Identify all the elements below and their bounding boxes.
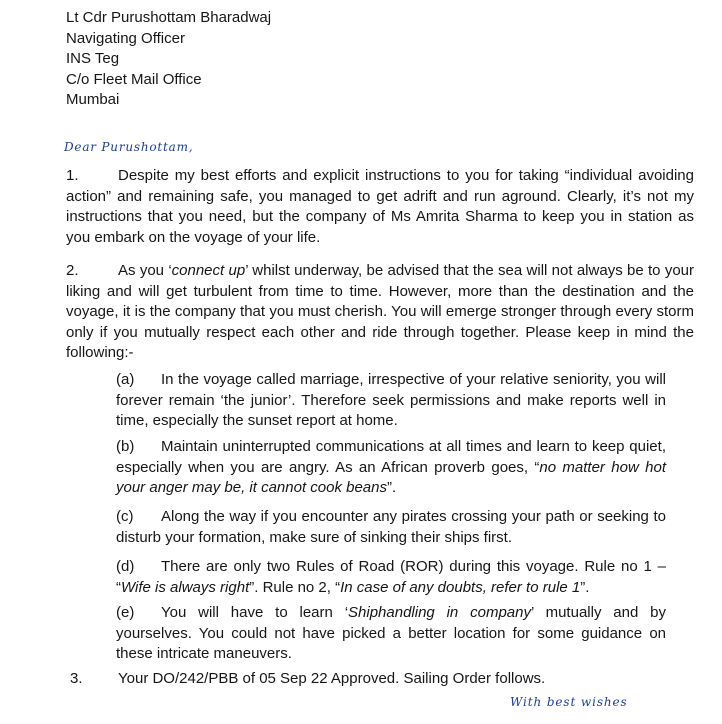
handwritten-closing: With best wishes <box>510 695 628 709</box>
paragraph-2 <box>66 261 694 364</box>
subpoint-text: In the voyage called marriage, irrespective of your relative seniority, you will forever remain ‘the junior’. Therefore seek permissions and make reports well in time, especially the sunset report at home. <box>116 371 666 429</box>
paragraph-number: 1. <box>66 167 79 184</box>
address-line-care-of: C/o Fleet Mail Office <box>66 70 202 88</box>
subpoint-label: (c) <box>116 508 134 525</box>
subpoint-label: (d) <box>116 558 135 575</box>
subpoint-text-emphasis: no matter how hot your anger may be, it cannot cook beans <box>116 458 666 496</box>
subpoint-text-end: ”. <box>387 479 397 496</box>
subpoint-label: (b) <box>116 438 135 455</box>
subpoint-text-end: ’ mutually and by yourselves. You could not have picked a better location for some guidance on these intricate maneuvers. <box>116 604 666 662</box>
subpoint-text-emphasis-1: Wife is always right <box>121 578 250 596</box>
paragraph-text-end: ’ whilst underway, be advised that the sea will not always be to your liking and will get turbulent from time to time. However, more than the destination and the voyage, it is the company that you must cherish. You will emerge stronger through every storm only if you mutually respect each other and ride through together. Please keep in mind the following:- <box>66 262 695 361</box>
address-line-ship: INS Teg <box>66 50 120 67</box>
subpoint-b <box>116 437 666 499</box>
subpoint-text-end: ”. <box>580 578 590 596</box>
paragraph-number: 2. <box>66 262 79 279</box>
subpoint-text-emphasis-2: In case of any doubts, refer to rule 1 <box>340 578 581 596</box>
paragraph-text: Despite my best efforts and explicit instructions to you for taking “individual avoiding action” and remaining safe, you managed to get adrift and run aground. Clearly, it’s not my instructions that you need, but the company of Ms Amrita Sharma to keep you in station as you embark on the voyage of your life. <box>66 167 694 246</box>
handwritten-salutation: Dear Purushottam, <box>64 140 194 154</box>
subpoint-c <box>116 507 666 548</box>
paragraph-1 <box>66 166 694 248</box>
subpoint-text-start: There are only two Rules of Road (ROR) during this voyage. Rule no 1 – “ <box>116 558 666 596</box>
address-line-designation: Navigating Officer <box>66 29 185 47</box>
subpoint-label: (a) <box>116 371 135 388</box>
paragraph-text-start: As you ‘ <box>118 262 172 279</box>
paragraph-number: 3. <box>70 670 83 687</box>
subpoint-text-start: You will have to learn ‘ <box>161 604 349 621</box>
address-line-city: Mumbai <box>66 91 120 108</box>
subpoint-label: (e) <box>116 604 135 621</box>
paragraph-text-emphasis: connect up <box>171 262 246 279</box>
subpoint-e <box>116 603 666 665</box>
subpoint-d <box>116 557 666 598</box>
subpoint-text-middle: ”. Rule no 2, “ <box>249 578 341 596</box>
subpoint-text: Along the way if you encounter any pirates crossing your path or seeking to disturb your formation, make sure of sinking their ships first. <box>116 508 666 546</box>
subpoint-text-start: Maintain uninterrupted communications at all times and learn to keep quiet, especially when you are angry. As an African proverb goes, “ <box>116 438 666 476</box>
paragraph-text: Your DO/242/PBB of 05 Sep 22 Approved. Sailing Order follows. <box>118 670 546 687</box>
subpoint-text-emphasis: Shiphandling in company <box>348 604 531 621</box>
address-line-name: Lt Cdr Purushottam Bharadwaj <box>66 9 272 26</box>
paragraph-3 <box>70 669 670 690</box>
recipient-address <box>66 8 271 111</box>
subpoint-a <box>116 370 666 432</box>
